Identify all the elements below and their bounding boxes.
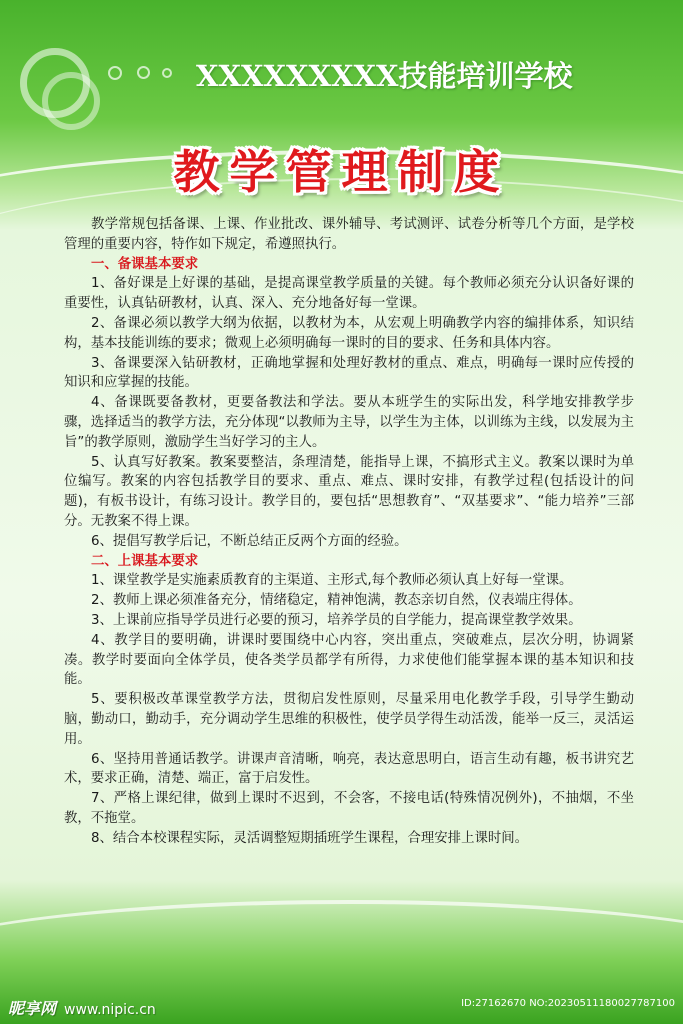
rule-item: 2、备课必须以教学大纲为依据，以教材为本，从宏观上明确教学内容的编排体系，知识结构，基本技能训练的要求；微观上必须明确每一课时的目的要求、任务和具体内容。 bbox=[64, 315, 634, 351]
rule-item: 6、坚持用普通话教学。讲课声音清晰，响亮，表达意思明白，语言生动有趣，板书讲究艺术，要求正确，清楚、端正，富于启发性。 bbox=[64, 751, 634, 787]
watermark-logo bbox=[8, 996, 156, 1019]
rule-item: 5、认真写好教案。教案要整洁，条理清楚，能指导上课，不搞形式主义。教案以课时为单位编写。教案的内容包括教学目的要求、重点、难点、课时安排，有教学过程(包括设计的问题)，有板书设计，有练习设计。教学目的，要包括“思想教育”、“双基要求”、“能力培养”三部分。无教案不得上课。 bbox=[64, 454, 634, 529]
regulation-text bbox=[64, 215, 634, 849]
rule-item: 1、课堂教学是实施素质教育的主渠道、主形式,每个教师必须认真上好每一堂课。 bbox=[91, 573, 573, 589]
ring-decoration-icon bbox=[42, 72, 100, 130]
rule-item: 3、备课要深入钻研教材，正确地掌握和处理好教材的重点、难点，明确每一课时应传授的知识和应掌握的技能。 bbox=[64, 355, 634, 391]
rule-item: 1、备好课是上好课的基础，是提高课堂教学质量的关键。每个教师必须充分认识备好课的重要性，认真钻研教材，认真、深入、充分地备好每一堂课。 bbox=[64, 276, 634, 312]
rule-item: 4、备课既要备教材，更要备教法和学法。要从本班学生的实际出发，科学地安排教学步骤，选择适当的教学方法，充分体现“以教师为主导，以学生为主体，以训练为主线，以发展为主旨”的教学原则，激励学生当好学习的主人。 bbox=[64, 395, 634, 450]
watermark-logo-text: 昵享网 bbox=[8, 999, 57, 1018]
rule-item: 2、教师上课必须准备充分，情绪稳定，精神饱满，教态亲切自然，仪表端庄得体。 bbox=[91, 593, 582, 609]
intro-paragraph: 教学常规包括备课、上课、作业批改、课外辅导、考试测评、试卷分析等几个方面，是学校管理的重要内容，特作如下规定，希遵照执行。 bbox=[64, 217, 634, 252]
section-heading: 二、上课基本要求 bbox=[91, 553, 199, 569]
rule-item: 4、教学目的要明确，讲课时要围绕中心内容，突出重点，突破难点，层次分明，协调紧凑。教学时要面向全体学员，使各类学员都学有所得，力求使他们能掌握本课的基本知识和技能。 bbox=[64, 632, 634, 688]
rule-item: 3、上课前应指导学员进行必要的预习，培养学员的自学能力，提高课堂教学效果。 bbox=[91, 612, 582, 628]
rule-item: 8、结合本校课程实际，灵活调整短期插班学生课程，合理安排上课时间。 bbox=[91, 830, 529, 846]
page-title: 教学管理制度 bbox=[173, 145, 510, 199]
school-name: XXXXXXXXX技能培训学校 bbox=[196, 59, 573, 93]
dot-decoration-icon bbox=[137, 66, 150, 79]
dot-decoration-icon bbox=[162, 68, 172, 78]
watermark-url: www.nipic.cn bbox=[64, 1002, 156, 1018]
dot-decoration-icon bbox=[108, 66, 122, 80]
rule-item: 7、严格上课纪律，做到上课时不迟到，不会客，不接电话(特殊情况例外)，不抽烟，不坐教，不拖堂。 bbox=[64, 791, 634, 826]
section-heading: 一、备课基本要求 bbox=[91, 256, 199, 272]
image-id-label: ID:27162670 NO:20230511180027787100 bbox=[461, 998, 675, 1009]
rule-item: 6、提倡写教学后记，不断总结正反两个方面的经验。 bbox=[91, 533, 408, 549]
rule-item: 5、要积极改革课堂教学方法，贯彻启发性原则，尽量采用电化教学手段，引导学生勤动脑，勤动口，勤动手，充分调动学生思维的积极性，使学员学得生动活泼，能举一反三，灵活运用。 bbox=[64, 692, 634, 747]
